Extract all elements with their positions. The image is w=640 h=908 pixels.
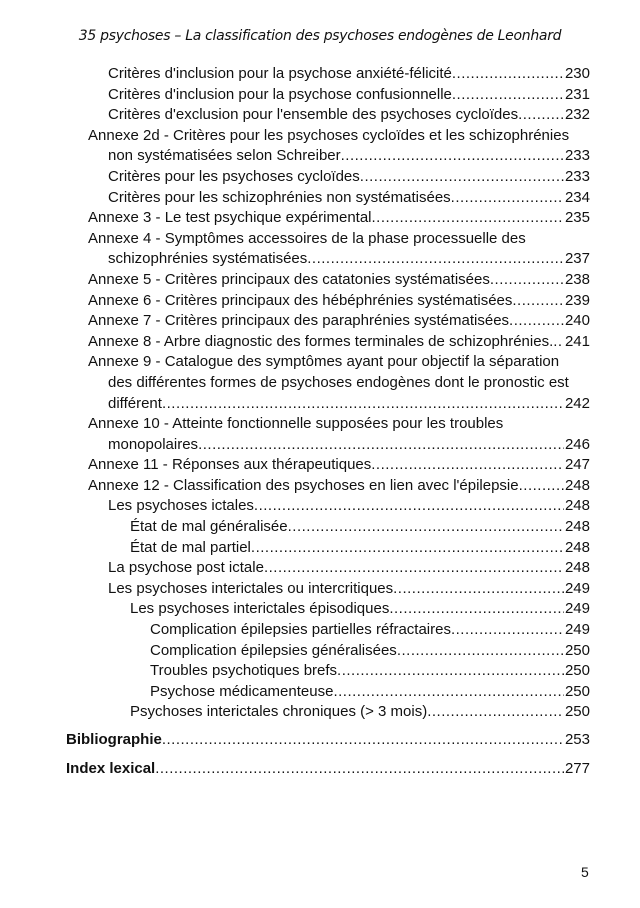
toc-entry[interactable]	[0, 332, 640, 353]
dot-leader	[452, 85, 564, 106]
toc-page-number: 241	[564, 332, 590, 350]
toc-entry-title: Annexe 12 - Classification des psychoses en lien avec l'épilepsie	[88, 476, 519, 494]
toc-page-number: 248	[564, 518, 590, 536]
toc-entry[interactable]	[0, 599, 640, 620]
toc-entry-index[interactable]	[0, 759, 640, 780]
dot-leader	[162, 394, 564, 415]
toc-page-number: 247	[564, 456, 590, 474]
dot-leader	[490, 270, 564, 291]
toc-entry-title: Les psychoses interictales ou intercritiques	[108, 579, 394, 597]
dot-leader	[451, 188, 564, 209]
dot-leader	[393, 579, 564, 600]
dot-leader	[155, 759, 564, 780]
toc-entry-title: Complication épilepsies généralisées	[150, 641, 397, 659]
toc-entry-title: Critères pour les psychoses cycloïdes	[108, 167, 360, 185]
dot-leader	[341, 146, 564, 167]
toc-entry[interactable]	[0, 64, 640, 85]
toc-page-number: 231	[564, 85, 590, 103]
toc-page-number: 250	[564, 703, 590, 721]
toc-page-number: 249	[564, 579, 590, 597]
dot-leader	[372, 208, 564, 229]
dot-leader	[162, 730, 564, 751]
toc-page-number: 277	[564, 760, 590, 777]
running-header: 35 psychoses – La classification des psychoses endogènes de Leonhard	[78, 28, 562, 44]
toc-entry-title: Annexe 11 - Réponses aux thérapeutiques	[88, 456, 372, 474]
dot-leader	[452, 64, 564, 85]
dot-leader	[254, 496, 564, 517]
toc-entry[interactable]	[0, 291, 640, 312]
toc-entry[interactable]	[0, 682, 640, 703]
toc-entry[interactable]	[0, 641, 640, 662]
dot-leader	[518, 105, 564, 126]
toc-entry[interactable]	[0, 270, 640, 291]
toc-entry-title: Annexe 9 - Catalogue des symptômes ayant pour objectif la séparation	[88, 353, 560, 371]
toc-entry[interactable]	[0, 620, 640, 641]
toc-entry-title: Critères d'exclusion pour l'ensemble des psychoses cycloïdes	[108, 106, 519, 124]
toc-entry[interactable]	[0, 167, 640, 188]
toc-page-number: 248	[564, 497, 590, 515]
toc-entry[interactable]	[0, 188, 640, 209]
toc-page-number: 238	[564, 270, 590, 288]
dot-leader	[553, 332, 564, 353]
toc-page-number: 249	[564, 621, 590, 639]
toc-entry[interactable]	[0, 661, 640, 682]
toc-entry[interactable]	[0, 105, 640, 126]
toc-page-number: 246	[564, 435, 590, 453]
toc-page-number: 250	[564, 662, 590, 680]
toc-page-number: 253	[564, 731, 590, 748]
toc-page-number: 237	[564, 250, 590, 268]
toc-entry-title: Critères pour les schizophrénies non systématisées	[108, 188, 451, 206]
toc-entry-title: Index lexical	[66, 760, 156, 777]
toc-entry-title: Complication épilepsies partielles réfractaires	[150, 621, 451, 639]
toc-page-number: 248	[564, 559, 590, 577]
toc-entry-title: État de mal partiel	[130, 538, 251, 556]
toc-entry-title: Psychose médicamenteuse	[150, 682, 334, 700]
toc-entry-title: Annexe 2d - Critères pour les psychoses cycloïdes et les schizophrénies	[88, 126, 570, 144]
dot-leader	[371, 455, 564, 476]
dot-leader	[333, 682, 564, 703]
dot-leader	[360, 167, 564, 188]
toc-page-number: 233	[564, 167, 590, 185]
toc-entry-title: Annexe 6 - Critères principaux des hébéphrénies systématisées	[88, 291, 513, 309]
toc-page-number: 239	[564, 291, 590, 309]
toc-page-number: 248	[564, 476, 590, 494]
toc-entry[interactable]	[0, 558, 640, 579]
toc-entry-title: Les psychoses ictales	[108, 497, 254, 515]
toc-page-number: 250	[564, 682, 590, 700]
toc-page-number: 248	[564, 538, 590, 556]
dot-leader	[512, 291, 564, 312]
toc-entry-title: Critères d'inclusion pour la psychose confusionnelle	[108, 85, 452, 103]
toc-entry[interactable]	[0, 517, 640, 538]
toc-entry-title: Annexe 5 - Critères principaux des catatonies systématisées	[88, 270, 490, 288]
toc-entry[interactable]	[0, 455, 640, 476]
toc-entry[interactable]	[0, 208, 640, 229]
toc-entry[interactable]	[0, 476, 640, 497]
dot-leader	[307, 249, 564, 270]
toc-page-number: 235	[564, 209, 590, 227]
toc-page-number: 230	[564, 65, 590, 82]
toc-entry-title: monopolaires	[108, 435, 199, 453]
toc-entry[interactable]	[0, 579, 640, 600]
toc-entry-title: Annexe 8 - Arbre diagnostic des formes terminales de schizophrénies.	[88, 332, 554, 350]
dot-leader	[337, 661, 564, 682]
toc-entry-title: Psychoses interictales chroniques (> 3 mois)	[130, 703, 428, 721]
toc-page-number: 233	[564, 147, 590, 165]
dot-leader	[389, 599, 564, 620]
toc-entry-title: Annexe 7 - Critères principaux des paraphrénies systématisées	[88, 312, 510, 330]
toc-entry-title: Bibliographie	[66, 731, 162, 748]
toc-page-number: 250	[564, 641, 590, 659]
toc-entry[interactable]	[0, 702, 640, 723]
toc-page-number: 242	[564, 394, 590, 412]
toc-page-number: 232	[564, 106, 590, 124]
dot-leader	[451, 620, 564, 641]
toc-entry[interactable]	[0, 352, 640, 414]
toc-entry-title: Annexe 3 - Le test psychique expérimental	[88, 209, 372, 227]
toc-entry-title: La psychose post ictale	[108, 559, 264, 577]
toc-entry[interactable]	[0, 538, 640, 559]
table-of-contents	[0, 64, 640, 723]
toc-entry[interactable]	[0, 496, 640, 517]
toc-entry-title: des différentes formes de psychoses endogènes dont le pronostic est	[108, 373, 569, 391]
toc-entry-title: Annexe 10 - Atteinte fonctionnelle supposées pour les troubles	[88, 415, 504, 433]
dot-leader	[264, 558, 564, 579]
toc-entry-title: Critères d'inclusion pour la psychose anxiété-félicité	[108, 65, 452, 82]
toc-entry-title: non systématisées selon Schreiber	[108, 147, 341, 165]
toc-entry[interactable]	[0, 414, 640, 455]
dot-leader	[397, 641, 564, 662]
dot-leader	[427, 702, 564, 723]
dot-leader	[519, 476, 564, 497]
toc-entry-bibliography[interactable]	[0, 730, 640, 751]
dot-leader	[198, 435, 564, 456]
toc-entry-title: Les psychoses interictales épisodiques	[130, 600, 390, 618]
toc-entry-title: différent	[108, 394, 162, 412]
toc-page-number: 234	[564, 188, 590, 206]
dot-leader	[251, 538, 564, 559]
toc-entry-title: État de mal généralisée	[130, 518, 288, 536]
page-number: 5	[581, 864, 589, 880]
toc-entry-title: schizophrénies systématisées	[108, 250, 308, 268]
toc-entry[interactable]	[0, 85, 640, 106]
toc-entry-title: Annexe 4 - Symptômes accessoires de la phase processuelle des	[88, 229, 526, 247]
toc-entry-title: Troubles psychotiques brefs	[150, 662, 338, 680]
toc-page-number: 240	[564, 312, 590, 330]
toc-entry[interactable]	[0, 126, 640, 167]
toc-entry[interactable]	[0, 229, 640, 270]
dot-leader	[288, 517, 564, 538]
toc-entry[interactable]	[0, 311, 640, 332]
dot-leader	[509, 311, 564, 332]
toc-page-number: 249	[564, 600, 590, 618]
